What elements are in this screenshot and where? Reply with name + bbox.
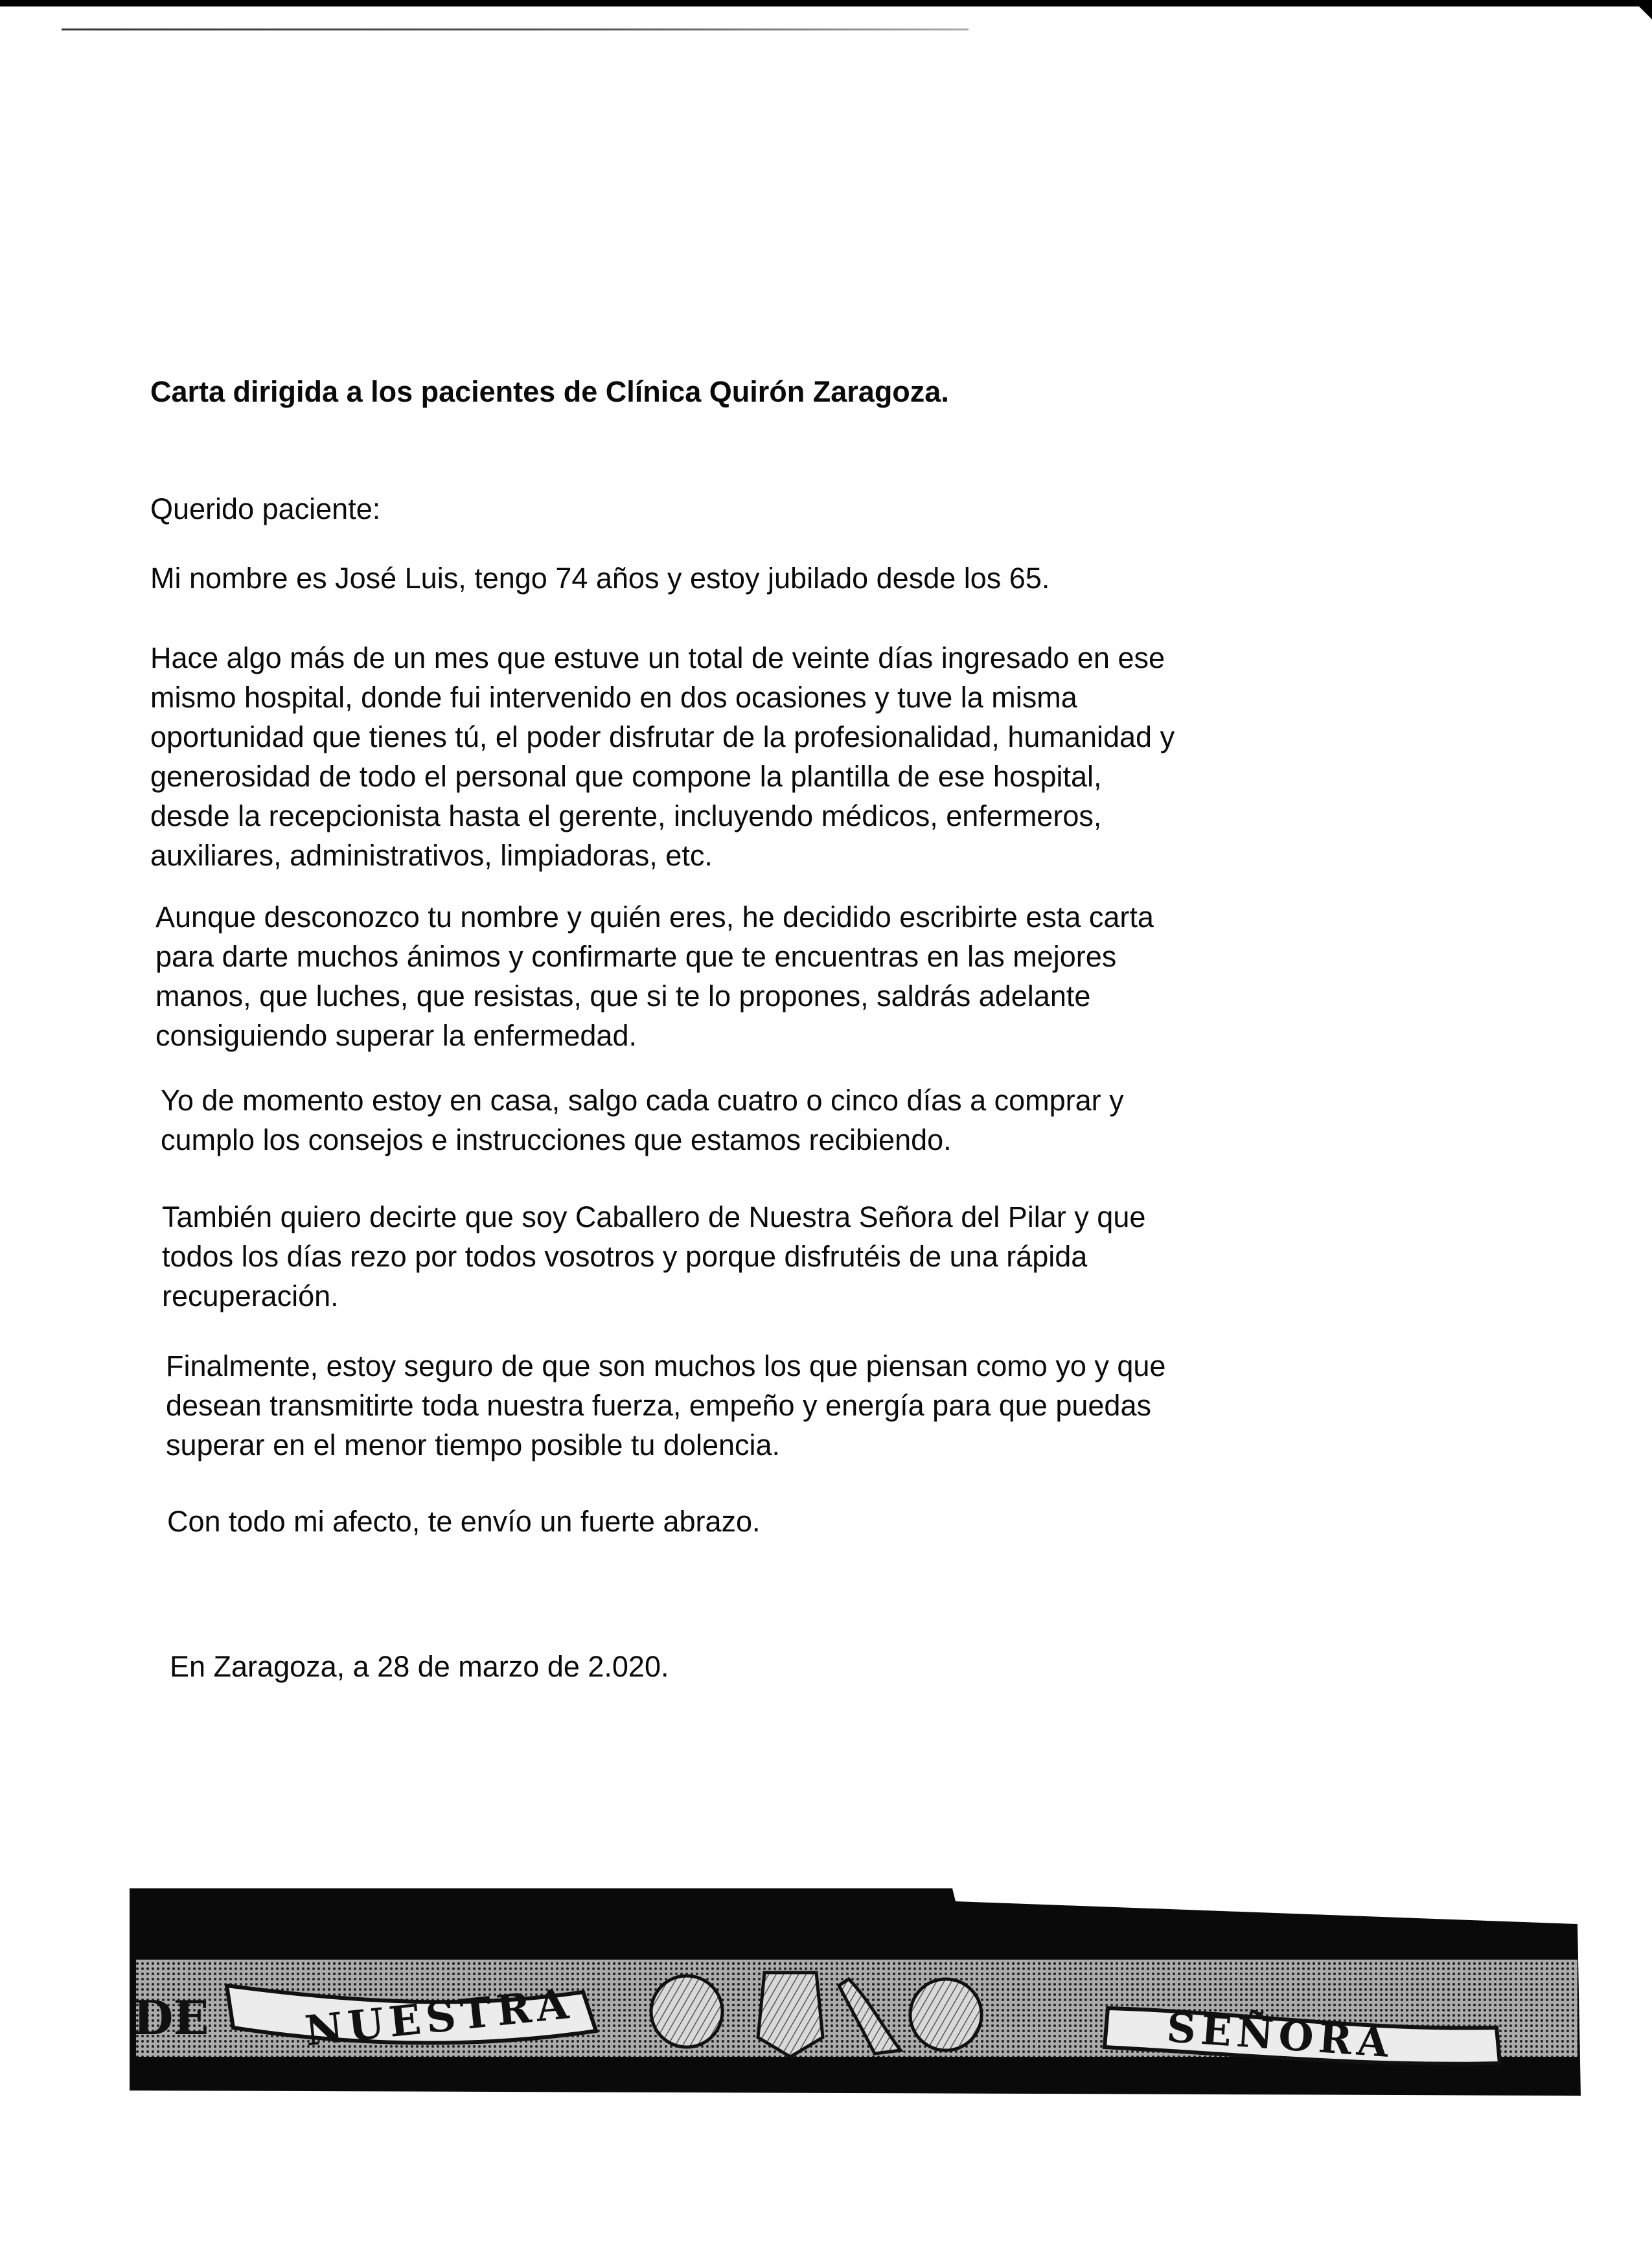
paragraph-closing: Finalmente, estoy seguro de que son muchos los que piensan como yo y que desean transmitirte toda nuestra fuerza, empeño y energía para que puedas superar en el menor tiempo posible tu dolencia. bbox=[166, 1349, 1166, 1461]
paragraph-intro: Mi nombre es José Luis, tengo 74 años y estoy jubilado desde los 65. bbox=[150, 562, 1050, 595]
seal-text-nuestra: NUESTRA bbox=[303, 1979, 576, 2056]
letter-greeting: Querido paciente: bbox=[150, 492, 381, 525]
letter-title: Carta dirigida a los pacientes de Clínica Quirón Zaragoza. bbox=[150, 375, 949, 408]
paragraph-hospital-stay: Hace algo más de un mes que estuve un total de veinte días ingresado en ese mismo hospital, donde fui intervenido en dos ocasiones y tuve la misma oportunidad que tienes tú, el poder disfrutar de la profesionalidad, humanidad y generosidad de todo el personal que compone la plantilla de ese hospital, desde la recepcionista hasta el gerente, incluyendo médicos, enfermeros, auxiliares, administrativos, limpiadoras, etc. bbox=[150, 641, 1175, 872]
scan-rule-line bbox=[62, 29, 969, 30]
letter-date-line: En Zaragoza, a 28 de marzo de 2.020. bbox=[170, 1650, 669, 1683]
paragraph-prayer: También quiero decirte que soy Caballero de Nuestra Señora del Pilar y que todos los días rezo por todos vosotros y porque disfrutéis de una rápida recuperación. bbox=[162, 1200, 1146, 1312]
letter-sign-off: Con todo mi afecto, te envío un fuerte abrazo. bbox=[167, 1505, 761, 1538]
seal-text-senora: SEÑORA bbox=[1165, 2004, 1395, 2067]
seal-banner-image bbox=[130, 1888, 1584, 2096]
seal-text-de: DE bbox=[133, 1990, 209, 2045]
scan-edge-corner bbox=[1633, 0, 1652, 19]
paragraph-at-home: Yo de momento estoy en casa, salgo cada cuatro o cinco días a comprar y cumplo los consejos e instrucciones que estamos recibiendo. bbox=[161, 1084, 1124, 1156]
paragraph-encouragement: Aunque desconozco tu nombre y quién eres, he decidido escribirte esta carta para darte muchos ánimos y confirmarte que te encuentras en las mejores manos, que luches, que resistas, que si te lo propones, saldrás adelante consiguiendo superar la enfermedad. bbox=[155, 900, 1154, 1052]
scan-edge-top bbox=[0, 0, 1652, 6]
